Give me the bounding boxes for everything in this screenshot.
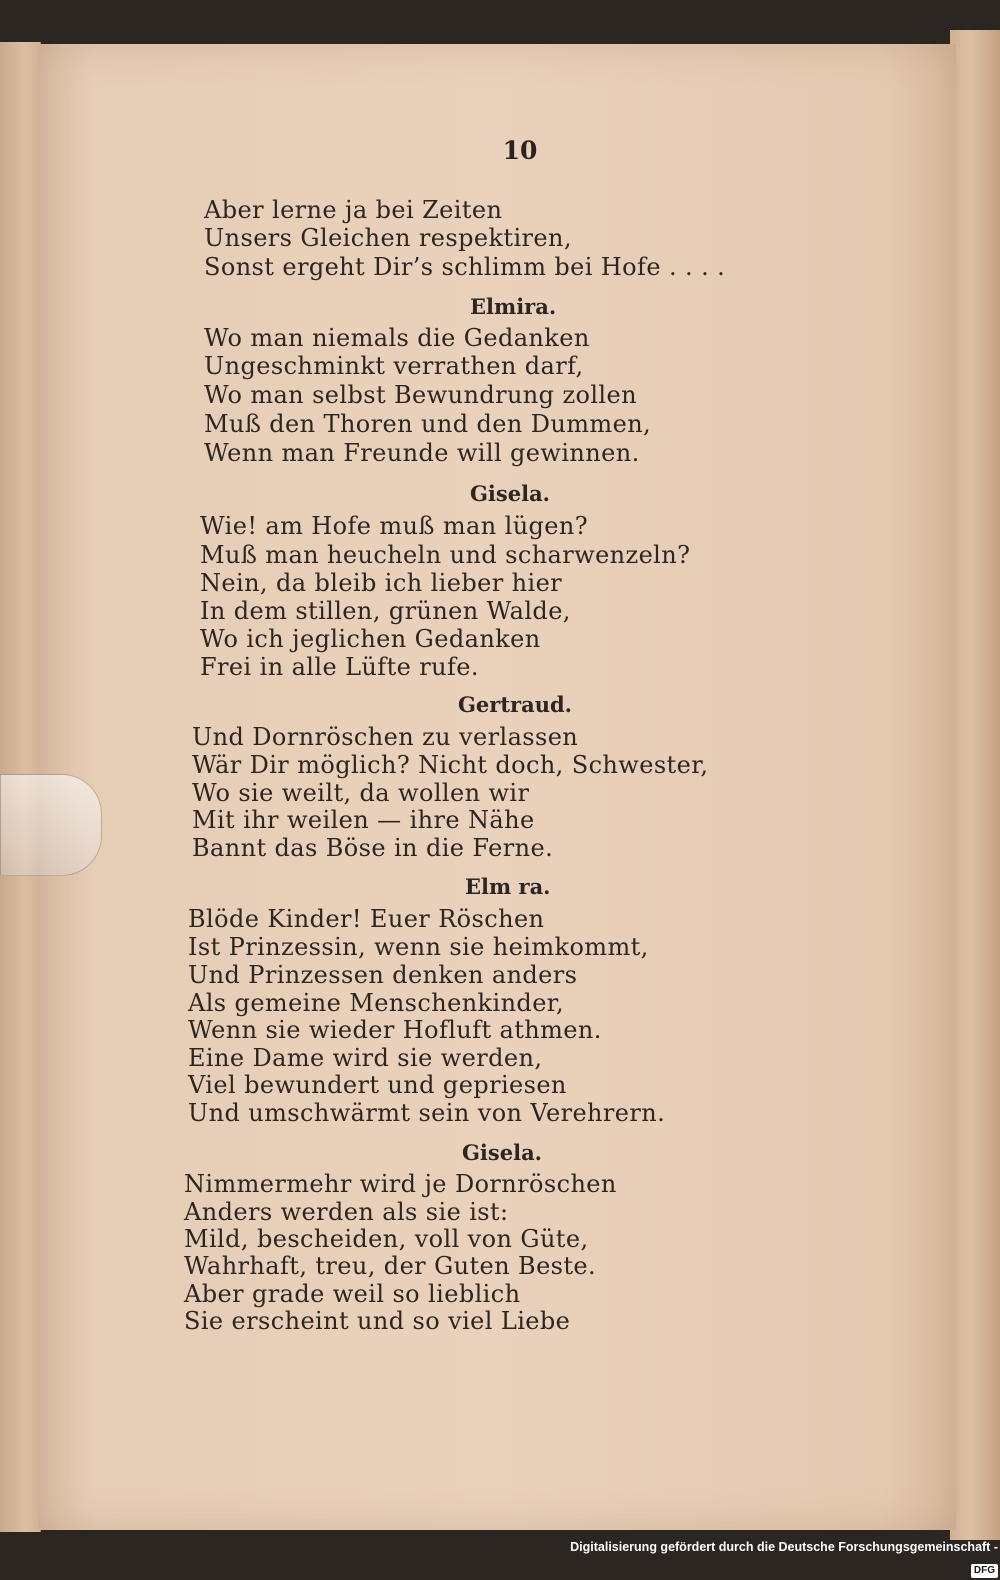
verse-line: Wo sie weilt, da wollen wir bbox=[192, 779, 530, 807]
verse-line: Wenn sie wieder Hofluft athmen. bbox=[188, 1016, 602, 1044]
speaker-name: Elmira. bbox=[470, 294, 557, 319]
verse-line: Nimmermehr wird je Dornröschen bbox=[184, 1170, 617, 1198]
credit-text: Digitalisierung gefördert durch die Deutsche Forschungsgemeinschaft - bbox=[570, 1540, 998, 1554]
verse-line: Wo man niemals die Gedanken bbox=[204, 324, 590, 352]
verse-line: Und Dornröschen zu verlassen bbox=[192, 723, 579, 751]
verse-line: Muß man heucheln und scharwenzeln? bbox=[200, 541, 691, 569]
verse-line: Sonst ergeht Dir’s schlimm bei Hofe . . . . bbox=[204, 253, 726, 281]
verse-line: In dem stillen, grünen Walde, bbox=[200, 597, 571, 625]
speaker-name: Gertraud. bbox=[458, 692, 572, 717]
verse-line: Muß den Thoren und den Dummen, bbox=[204, 410, 652, 438]
verse-line: Wenn man Freunde will gewinnen. bbox=[204, 439, 640, 467]
digitization-credit bbox=[560, 1536, 998, 1576]
verse-line: Aber lerne ja bei Zeiten bbox=[204, 196, 503, 224]
verse-line: Eine Dame wird sie werden, bbox=[188, 1044, 543, 1072]
verse-line: Als gemeine Menschenkinder, bbox=[188, 989, 565, 1017]
verse-line: Nein, da bleib ich lieber hier bbox=[200, 569, 563, 597]
verse-line: Wo man selbst Bewundrung zollen bbox=[204, 381, 637, 409]
verse-line: Bannt das Böse in die Ferne. bbox=[192, 834, 554, 862]
verse-line: Und umschwärmt sein von Verehrern. bbox=[188, 1099, 666, 1127]
verse-line: Mild, bescheiden, voll von Güte, bbox=[184, 1225, 589, 1253]
verse-line: Und Prinzessen denken anders bbox=[188, 961, 578, 989]
verse-line: Wie! am Hofe muß man lügen? bbox=[200, 512, 589, 540]
verse-line: Wär Dir möglich? Nicht doch, Schwester, bbox=[192, 751, 709, 779]
verse-line: Viel bewundert und gepriesen bbox=[188, 1071, 567, 1099]
verse-line: Unsers Gleichen respektiren, bbox=[204, 224, 572, 252]
verse-line: Wo ich jeglichen Gedanken bbox=[200, 625, 541, 653]
speaker-name: Elm ra. bbox=[465, 874, 551, 899]
speaker-name: Gisela. bbox=[470, 481, 550, 506]
verse-line: Aber grade weil so lieblich bbox=[184, 1280, 521, 1308]
verse-line: Blöde Kinder! Euer Röschen bbox=[188, 905, 545, 933]
verse-line: Anders werden als sie ist: bbox=[184, 1198, 509, 1226]
verse-line: Wahrhaft, treu, der Guten Beste. bbox=[184, 1252, 597, 1280]
verse-line: Sie erscheint und so viel Liebe bbox=[184, 1307, 571, 1335]
verse-line: Frei in alle Lüfte rufe. bbox=[200, 653, 479, 681]
page-number: 10 bbox=[502, 136, 538, 165]
verse-line: Ungeschminkt verrathen darf, bbox=[204, 352, 584, 380]
verse-line: Ist Prinzessin, wenn sie heimkommt, bbox=[188, 933, 649, 961]
dfg-logo: DFG bbox=[971, 1564, 998, 1578]
verse-line: Mit ihr weilen — ihre Nähe bbox=[192, 806, 535, 834]
speaker-name: Gisela. bbox=[462, 1140, 542, 1165]
